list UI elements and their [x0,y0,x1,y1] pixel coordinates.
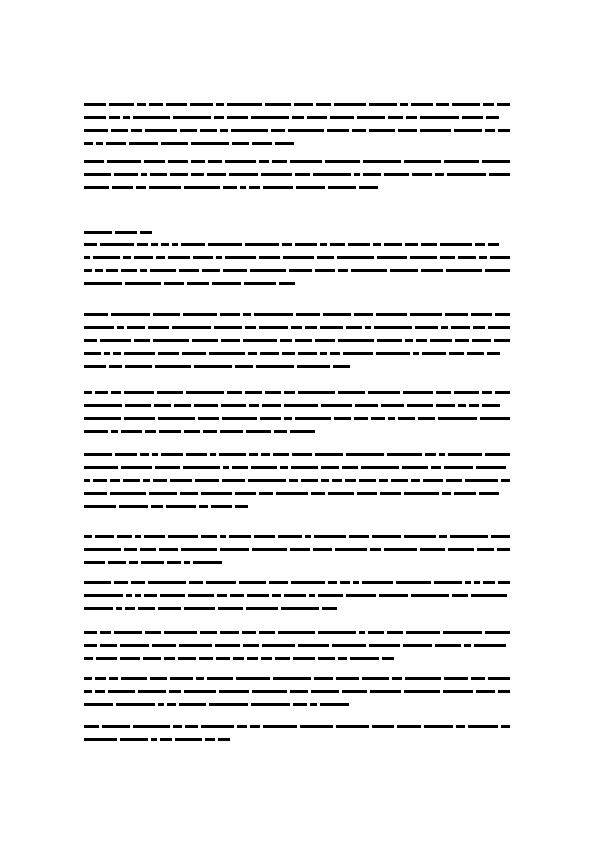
text-line [84,155,512,168]
paragraph-8 [84,576,512,615]
paragraph-10 [84,672,512,711]
text-line [84,589,512,602]
heading-word [140,231,152,234]
text-line [84,685,512,698]
text-line [84,412,512,425]
paragraph-7 [84,530,512,569]
text-line [84,474,512,487]
text-line [84,181,512,194]
heading-word [84,231,112,234]
paragraph-2 [84,155,512,194]
text-line [84,652,512,665]
text-line [84,672,512,685]
text-line [84,733,512,746]
text-line [84,137,512,150]
paragraph-9 [84,626,512,665]
text-line [84,124,512,137]
text-line [84,461,512,474]
text-line [84,425,512,438]
text-line [84,698,512,711]
text-line [84,277,512,290]
text-line [84,720,512,733]
text-line [84,556,512,569]
text-line [84,111,512,124]
text-line [84,264,512,277]
paragraph-5 [84,386,512,438]
paragraph-1 [84,98,512,150]
text-line [84,321,512,334]
text-line [84,399,512,412]
text-line [84,98,512,111]
paragraph-3 [84,238,512,290]
paragraph-4 [84,308,512,373]
text-line [84,602,512,615]
text-line [84,360,512,373]
text-line [84,487,512,500]
text-line [84,626,512,639]
text-line [84,168,512,181]
text-line [84,238,512,251]
text-line [84,347,512,360]
text-line [84,500,512,513]
text-line [84,308,512,321]
text-line [84,251,512,264]
text-line [84,639,512,652]
text-line [84,386,512,399]
text-line [84,530,512,543]
paragraph-11 [84,720,512,746]
heading-word [115,231,137,234]
text-line [84,448,512,461]
text-line [84,543,512,556]
text-line [84,576,512,589]
paragraph-6 [84,448,512,513]
text-line [84,334,512,347]
